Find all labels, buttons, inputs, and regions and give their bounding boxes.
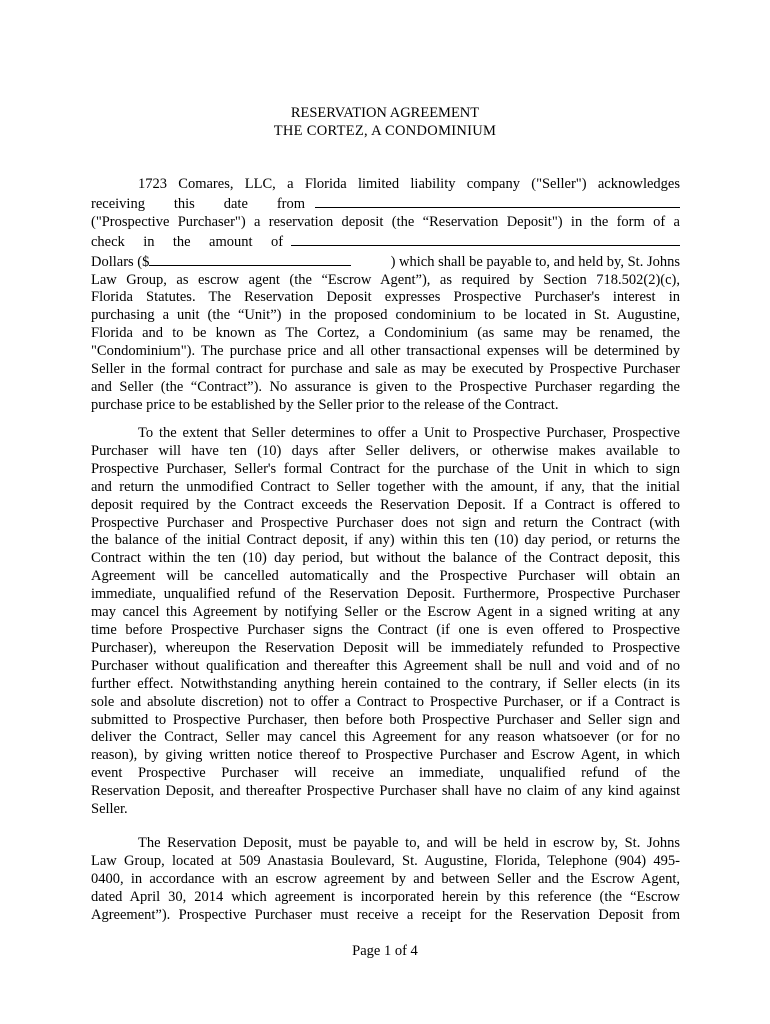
p3-line: Agreement”). Prospective Purchaser must receive a receipt for the Reservation Deposit from <box>91 906 680 923</box>
p1-line-3: ("Prospective Purchaser") a reservation deposit (the “Reservation Deposit") in the form of a <box>91 213 680 230</box>
p1-line-10: "Condominium"). The purchase price and all other transactional expenses will be determined by <box>91 343 680 360</box>
p2-line: may cancel this Agreement by notifying Seller or the Escrow Agent in a signed writing at any <box>91 604 680 621</box>
p2-line: Purchaser without qualification and thereafter this Agreement shall be null and void and of no <box>91 657 680 674</box>
p2-line: To the extent that Seller determines to offer a Unit to Prospective Purchaser, Prospective <box>138 425 680 441</box>
p3-line: 0400, in accordance with an escrow agreement by and between Seller and the Escrow Agent, <box>91 870 680 887</box>
amount-number-blank[interactable] <box>149 252 351 266</box>
p1-line-7: Florida Statutes. The Reservation Deposit expresses Prospective Purchaser's interest in <box>91 289 680 306</box>
p1-check: check <box>91 233 125 250</box>
p1-line-11: Seller in the formal contract for purchase and sale as may be executed by Prospective Purchaser <box>91 361 680 378</box>
p1-of: of <box>270 233 284 250</box>
p1-line-12: and Seller (the “Contract”). No assurance is given to the Prospective Purchaser regarding the <box>91 378 680 395</box>
p1-line-5 <box>91 252 680 272</box>
document-title: RESERVATION AGREEMENT <box>290 105 480 121</box>
p3-line: Law Group, located at 509 Anastasia Boulevard, St. Augustine, Florida, Telephone (904) 495- <box>91 852 680 869</box>
page-number: Page 1 of 4 <box>352 943 418 959</box>
p1-from: from <box>276 195 306 212</box>
p2-line: Agreement will be cancelled automatically and the Prospective Purchaser will obtain an <box>91 568 680 585</box>
p2-line: event Prospective Purchaser will receive an immediate, unqualified refund of the <box>91 765 680 782</box>
p2-line: time before Prospective Purchaser signs the Contract (if one is even offered to Prospective <box>91 621 680 638</box>
p1-date: date <box>223 195 248 212</box>
p2-line: submitted to Prospective Purchaser, then before both Prospective Purchaser and Seller sign and <box>91 711 680 728</box>
document-subtitle: THE CORTEZ, A CONDOMINIUM <box>273 123 497 139</box>
p1-line-4 <box>91 232 680 252</box>
p2-line: Prospective Purchaser and Prospective Purchaser does not sign and return the Contract (with <box>91 514 680 531</box>
p1-amount: amount <box>209 233 253 250</box>
p2-line: deposit required by the Contract exceeds the Reservation Deposit. If a Contract is offered to <box>91 496 680 513</box>
p3-line: dated April 30, 2014 which agreement is incorporated herein by this reference (the “Escrow <box>91 888 680 905</box>
p2-line: Reservation Deposit, and thereafter Prospective Purchaser shall have no claim of any kind against <box>91 783 680 800</box>
paragraph-2 <box>91 425 680 819</box>
p2-line: immediate, unqualified refund of the Reservation Deposit. Furthermore, Prospective Purchaser <box>91 586 680 603</box>
paragraph-1 <box>91 176 680 415</box>
p3-line: The Reservation Deposit, must be payable to, and will be held in escrow by, St. Johns <box>138 835 680 851</box>
p2-line: reason), by giving written notice thereof to Prospective Purchaser and Escrow Agent, in which <box>91 747 680 764</box>
p1-the: the <box>172 233 191 250</box>
p2-line: Seller. <box>91 801 128 818</box>
paragraph-3 <box>91 835 680 925</box>
purchaser-name-blank[interactable] <box>315 194 680 208</box>
p1-receiving: receiving <box>91 195 145 212</box>
p2-line: Contract within the ten (10) day period, but without the balance of the Contract deposit, this <box>91 550 680 567</box>
p1-line-6: Law Group, as escrow agent (the “Escrow Agent”), as required by Section 718.502(2)(c), <box>91 271 680 288</box>
p1-line-1: 1723 Comares, LLC, a Florida limited liability company ("Seller") acknowledges <box>138 176 680 192</box>
p1-this: this <box>173 195 195 212</box>
p2-line: deliver the Contract, Seller may cancel this Agreement for any reason whatsoever (or for no <box>91 729 680 746</box>
p1-dollars: Dollars ($ <box>91 253 150 270</box>
p1-line-13: purchase price to be established by the Seller prior to the release of the Contract. <box>91 396 559 413</box>
p2-line: sole and absolute discretion) not to offer a Contract to Prospective Purchaser, or if a Contract is <box>91 693 680 710</box>
p1-in: in <box>143 233 155 250</box>
p2-line: further effect. Notwithstanding anything herein contained to the contrary, if Seller elects (in its <box>91 675 680 692</box>
p1-line-2 <box>91 194 680 214</box>
p2-line: Prospective Purchaser, Seller's formal Contract for the purchase of the Unit in which to sign <box>91 460 680 477</box>
p2-line: the balance of the initial Contract deposit, if any) within this ten (10) day period, or returns the <box>91 532 680 549</box>
p2-line: Purchaser), whereupon the Reservation Deposit will be immediately refunded to Prospective <box>91 639 680 656</box>
amount-words-blank[interactable] <box>291 232 680 246</box>
p1-line-8: purchasing a unit (the “Unit”) in the proposed condominium to be located in St. Augustine, <box>91 307 680 324</box>
p1-line-9: Florida and to be known as The Cortez, a Condominium (as same may be renamed, the <box>91 325 680 342</box>
p1-payable: ) which shall be payable to, and held by, St. Johns <box>390 253 680 270</box>
p2-line: Purchaser will have ten (10) days after Seller delivers, or otherwise makes available to <box>91 442 680 459</box>
p2-line: and return the unmodified Contract to Seller together with the amount, if any, that the initial <box>91 478 680 495</box>
